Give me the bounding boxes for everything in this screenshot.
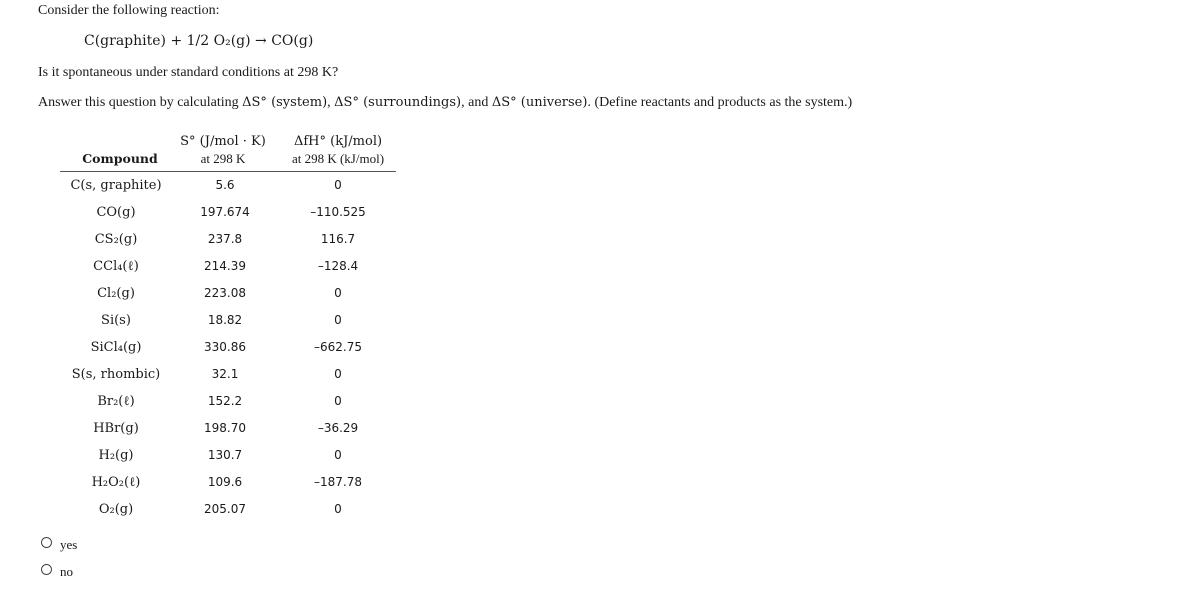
radio-yes[interactable]: [41, 537, 52, 548]
table-row: [60, 361, 396, 388]
instruction-sep2: , and: [461, 95, 492, 110]
table-row: [60, 388, 396, 415]
instruction-sep1: ,: [327, 95, 335, 110]
table-row: [60, 226, 396, 253]
compound-cell: CCl₄(ℓ): [93, 259, 139, 274]
entropy-cell: 32.1: [211, 367, 239, 381]
compound-cell: SiCl₄(g): [90, 340, 142, 355]
table-row: [60, 415, 396, 442]
entropy-cell: 205.07: [204, 502, 246, 516]
entropy-cell: 5.6: [215, 178, 235, 192]
enthalpy-cell: 0: [334, 178, 342, 192]
entropy-cell: 130.7: [207, 448, 243, 462]
enthalpy-cell: 0: [334, 286, 342, 300]
table-row: [60, 280, 396, 307]
table-row: [60, 442, 396, 469]
table-row: [60, 199, 396, 226]
enthalpy-cell: –36.29: [317, 421, 359, 435]
enthalpy-cell: 0: [334, 367, 342, 381]
entropy-cell: 18.82: [207, 313, 243, 327]
entropy-cell: 152.2: [207, 394, 243, 408]
intro-text: Consider the following reaction:: [38, 3, 220, 18]
compound-cell: H₂O₂(ℓ): [91, 475, 141, 490]
entropy-cell: 237.8: [207, 232, 243, 246]
compound-cell: Si(s): [101, 313, 131, 328]
compound-cell: O₂(g): [98, 502, 134, 517]
entropy-cell: 109.6: [207, 475, 243, 489]
compound-cell: CO(g): [96, 205, 136, 220]
entropy-cell: 214.39: [204, 259, 246, 273]
header-compound: Compound: [82, 151, 158, 166]
term-universe: ΔS° (universe): [491, 95, 588, 110]
radio-no[interactable]: [41, 564, 52, 575]
enthalpy-cell: 0: [334, 313, 342, 327]
entropy-cell: 197.674: [200, 205, 250, 219]
option-yes[interactable]: [41, 533, 77, 551]
enthalpy-cell: –110.525: [310, 205, 366, 219]
option-yes-label: yes: [60, 537, 78, 552]
instruction-prefix: Answer this question by calculating: [38, 95, 243, 110]
compound-cell: S(s, rhombic): [71, 367, 161, 382]
entropy-cell: 198.70: [204, 421, 246, 435]
table-row: [60, 307, 396, 334]
instruction-text: [38, 95, 852, 111]
enthalpy-cell: –187.78: [314, 475, 362, 489]
option-no[interactable]: [41, 560, 73, 578]
table-row: [60, 496, 396, 523]
header-enthalpy-line2: at 298 K (kJ/mol): [291, 151, 385, 166]
header-entropy-line1: S° (J/mol · K): [180, 134, 266, 149]
compound-cell: H₂(g): [98, 448, 134, 463]
entropy-cell: 330.86: [204, 340, 246, 354]
enthalpy-cell: –662.75: [314, 340, 362, 354]
option-no-label: no: [60, 564, 73, 579]
table-row: [60, 469, 396, 496]
table-row: [60, 253, 396, 280]
enthalpy-cell: –128.4: [317, 259, 359, 273]
header-enthalpy-line1: ΔfH° (kJ/mol): [293, 134, 383, 149]
question-text: Is it spontaneous under standard conditions at 298 K?: [38, 65, 339, 80]
reaction-equation: C(graphite) + 1/2 O₂(g) → CO(g): [84, 33, 314, 49]
table-row: [60, 334, 396, 361]
enthalpy-cell: 0: [334, 448, 342, 462]
compound-cell: Cl₂(g): [97, 286, 135, 301]
enthalpy-cell: 116.7: [320, 232, 356, 246]
term-surroundings: ΔS° (surroundings): [334, 95, 462, 110]
compound-cell: C(s, graphite): [70, 178, 162, 193]
header-entropy-line2: at 298 K: [200, 151, 246, 166]
instruction-suffix: . (Define reactants and products as the system.): [587, 95, 853, 110]
header-enthalpy: [278, 133, 398, 167]
compound-cell: CS₂(g): [94, 232, 138, 247]
enthalpy-cell: 0: [334, 394, 342, 408]
header-entropy: [168, 133, 278, 167]
term-system: ΔS° (system): [242, 95, 328, 110]
table-row: [60, 172, 396, 199]
compound-cell: HBr(g): [93, 421, 139, 436]
enthalpy-cell: 0: [334, 502, 342, 516]
compound-cell: Br₂(ℓ): [97, 394, 135, 409]
entropy-cell: 223.08: [204, 286, 246, 300]
